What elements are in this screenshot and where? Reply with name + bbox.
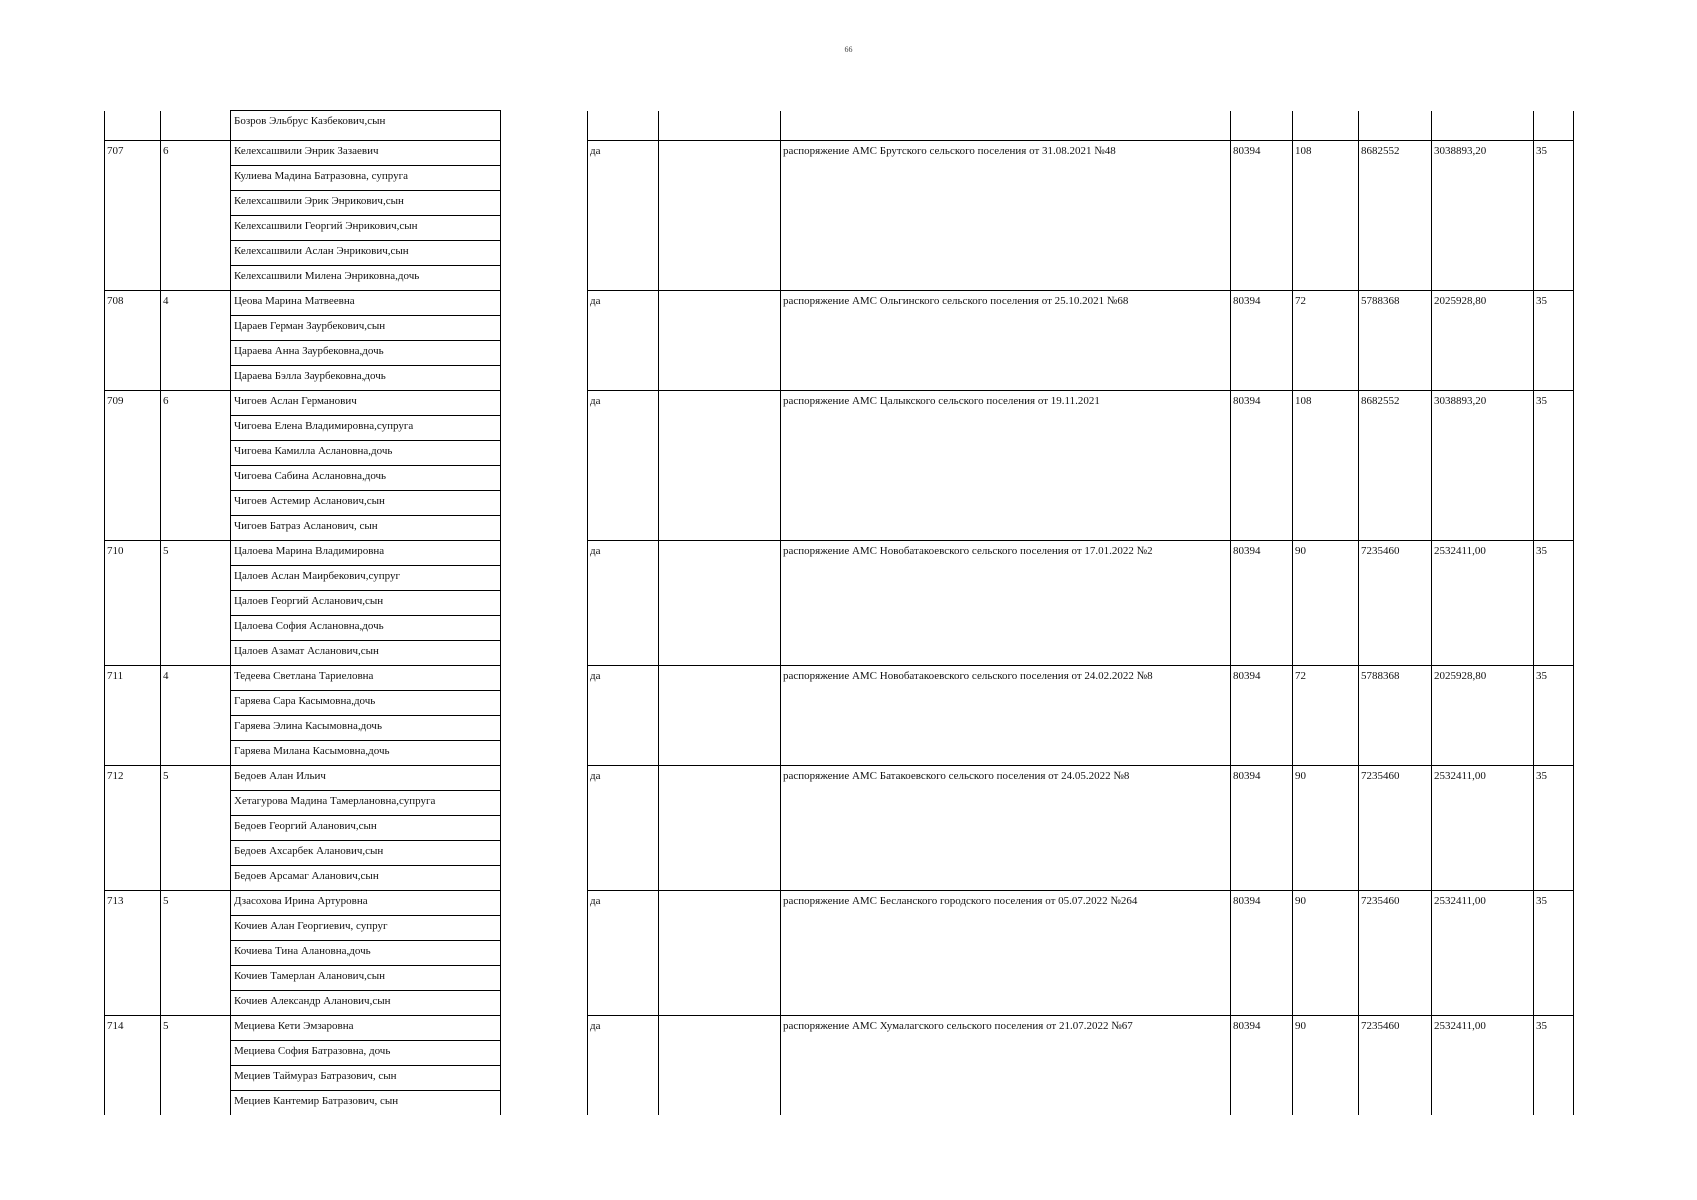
cost-cell: 5788368 [1359, 290, 1432, 390]
empty-cell [659, 140, 781, 290]
cost-cell: 7235460 [1359, 765, 1432, 890]
norm-cell: 80394 [1231, 540, 1293, 665]
norm-cell: 80394 [1231, 1015, 1293, 1115]
registry-table [104, 110, 1574, 1115]
subsidy-cell: 2532411,00 [1432, 1015, 1534, 1115]
family-member-cell: Бедоев Ахсарбек Аланович,сын [231, 840, 501, 865]
subsidy-cell: 2532411,00 [1432, 890, 1534, 1015]
norm-cell: 80394 [1231, 665, 1293, 765]
document-cell: распоряжение АМС Новобатакоевского сельского поселения от 24.02.2022 №8 [781, 665, 1231, 765]
subsidy-cell: 2532411,00 [1432, 765, 1534, 890]
family-member-cell: Бедоев Арсамаг Аланович,сын [231, 865, 501, 890]
consent-cell: да [588, 890, 659, 1015]
family-member-cell: Бозров Эльбрус Казбекович,сын [231, 111, 501, 141]
empty-cell [659, 665, 781, 765]
document-cell: распоряжение АМС Новобатакоевского сельского поселения от 17.01.2022 №2 [781, 540, 1231, 665]
document-cell: распоряжение АМС Бесланского городского поселения от 05.07.2022 №264 [781, 890, 1231, 1015]
table-row [105, 111, 1574, 141]
family-member-cell: Тедеева Светлана Тариеловна [231, 665, 501, 690]
family-size-cell: 6 [161, 140, 231, 290]
percent-cell: 35 [1534, 140, 1574, 290]
document-cell: распоряжение АМС Брутского сельского поселения от 31.08.2021 №48 [781, 140, 1231, 290]
subsidy-cell: 3038893,20 [1432, 390, 1534, 540]
table-row [105, 290, 1574, 315]
percent-cell: 35 [1534, 890, 1574, 1015]
subsidy-cell: 3038893,20 [1432, 140, 1534, 290]
empty-cell [659, 540, 781, 665]
family-member-cell: Цараева Бэлла Заурбековна,дочь [231, 365, 501, 390]
family-size-cell: 5 [161, 540, 231, 665]
percent-cell: 35 [1534, 390, 1574, 540]
family-member-cell: Цалоев Аслан Маирбекович,супруг [231, 565, 501, 590]
family-member-cell: Чигоева Сабина Аслановна,дочь [231, 465, 501, 490]
spacer-cell [501, 290, 588, 390]
document-cell: распоряжение АМС Хумалагского сельского поселения от 21.07.2022 №67 [781, 1015, 1231, 1115]
family-member-cell: Кочиев Алан Георгиевич, супруг [231, 915, 501, 940]
norm-cell [1231, 111, 1293, 141]
document-cell: распоряжение АМС Батакоевского сельского поселения от 24.05.2022 №8 [781, 765, 1231, 890]
cost-cell [1359, 111, 1432, 141]
document-cell: распоряжение АМС Цалыкского сельского поселения от 19.11.2021 [781, 390, 1231, 540]
percent-cell: 35 [1534, 290, 1574, 390]
family-member-cell: Кочиев Тамерлан Аланович,сын [231, 965, 501, 990]
cost-cell: 5788368 [1359, 665, 1432, 765]
family-size-cell: 4 [161, 665, 231, 765]
family-member-cell: Чигоева Камилла Аслановна,дочь [231, 440, 501, 465]
area-cell [1293, 111, 1359, 141]
consent-cell: да [588, 1015, 659, 1115]
table-row [105, 765, 1574, 790]
spacer-cell [501, 140, 588, 290]
record-number-cell: 710 [105, 540, 161, 665]
cost-cell: 8682552 [1359, 390, 1432, 540]
family-member-cell: Мециева София Батразовна, дочь [231, 1040, 501, 1065]
norm-cell: 80394 [1231, 140, 1293, 290]
family-member-cell: Мециев Таймураз Батразович, сын [231, 1065, 501, 1090]
record-number-cell: 707 [105, 140, 161, 290]
family-member-cell: Мециев Кантемир Батразович, сын [231, 1090, 501, 1115]
subsidy-cell: 2025928,80 [1432, 290, 1534, 390]
consent-cell: да [588, 540, 659, 665]
family-member-cell: Бедоев Алан Ильич [231, 765, 501, 790]
spacer-cell [501, 890, 588, 1015]
family-member-cell: Келехсашвили Милена Энриковна,дочь [231, 265, 501, 290]
registry-table-container [104, 110, 1574, 1115]
family-member-cell: Чигоев Батраз Асланович, сын [231, 515, 501, 540]
empty-cell [659, 390, 781, 540]
area-cell: 90 [1293, 765, 1359, 890]
family-member-cell: Цеова Марина Матвеевна [231, 290, 501, 315]
table-row [105, 540, 1574, 565]
table-row [105, 1015, 1574, 1040]
family-member-cell: Чигоев Астемир Асланович,сын [231, 490, 501, 515]
subsidy-cell: 2532411,00 [1432, 540, 1534, 665]
record-number-cell: 708 [105, 290, 161, 390]
consent-cell: да [588, 765, 659, 890]
record-number-cell: 713 [105, 890, 161, 1015]
consent-cell: да [588, 290, 659, 390]
family-member-cell: Келехсашвили Георгий Энрикович,сын [231, 215, 501, 240]
consent-cell: да [588, 665, 659, 765]
family-member-cell: Чигоева Елена Владимировна,супруга [231, 415, 501, 440]
area-cell: 72 [1293, 290, 1359, 390]
family-member-cell: Кочиев Александр Аланович,сын [231, 990, 501, 1015]
percent-cell: 35 [1534, 765, 1574, 890]
family-member-cell: Гаряева Милана Касымовна,дочь [231, 740, 501, 765]
percent-cell [1534, 111, 1574, 141]
family-size-cell: 5 [161, 1015, 231, 1115]
table-row [105, 390, 1574, 415]
family-member-cell: Цараев Герман Заурбекович,сын [231, 315, 501, 340]
cost-cell: 7235460 [1359, 1015, 1432, 1115]
cost-cell: 8682552 [1359, 140, 1432, 290]
table-row [105, 665, 1574, 690]
family-member-cell: Хетагурова Мадина Тамерлановна,супруга [231, 790, 501, 815]
area-cell: 90 [1293, 540, 1359, 665]
area-cell: 108 [1293, 140, 1359, 290]
subsidy-cell [1432, 111, 1534, 141]
empty-cell [659, 1015, 781, 1115]
norm-cell: 80394 [1231, 765, 1293, 890]
family-member-cell: Гаряева Сара Касымовна,дочь [231, 690, 501, 715]
norm-cell: 80394 [1231, 290, 1293, 390]
spacer-cell [501, 540, 588, 665]
family-member-cell: Гаряева Элина Касымовна,дочь [231, 715, 501, 740]
consent-cell: да [588, 390, 659, 540]
family-member-cell: Цалоева София Аслановна,дочь [231, 615, 501, 640]
family-member-cell: Мециева Кети Эмзаровна [231, 1015, 501, 1040]
table-row [105, 890, 1574, 915]
family-size-cell: 5 [161, 765, 231, 890]
area-cell: 72 [1293, 665, 1359, 765]
family-member-cell: Келехсашвили Аслан Энрикович,сын [231, 240, 501, 265]
area-cell: 90 [1293, 890, 1359, 1015]
empty-cell [659, 290, 781, 390]
record-number-cell [105, 111, 161, 141]
spacer-cell [501, 665, 588, 765]
family-size-cell [161, 111, 231, 141]
document-cell: распоряжение АМС Ольгинского сельского поселения от 25.10.2021 №68 [781, 290, 1231, 390]
empty-cell [659, 765, 781, 890]
family-member-cell: Цалоев Георгий Асланович,сын [231, 590, 501, 615]
family-member-cell: Цараева Анна Заурбековна,дочь [231, 340, 501, 365]
empty-cell [659, 111, 781, 141]
family-size-cell: 5 [161, 890, 231, 1015]
consent-cell [588, 111, 659, 141]
spacer-cell [501, 765, 588, 890]
cost-cell: 7235460 [1359, 540, 1432, 665]
family-member-cell: Кулиева Мадина Батразовна, супруга [231, 165, 501, 190]
norm-cell: 80394 [1231, 890, 1293, 1015]
family-member-cell: Келехсашвили Эрик Энрикович,сын [231, 190, 501, 215]
family-size-cell: 6 [161, 390, 231, 540]
family-member-cell: Дзасохова Ирина Артуровна [231, 890, 501, 915]
percent-cell: 35 [1534, 540, 1574, 665]
subsidy-cell: 2025928,80 [1432, 665, 1534, 765]
area-cell: 90 [1293, 1015, 1359, 1115]
family-member-cell: Келехсашвили Энрик Зазаевич [231, 140, 501, 165]
spacer-cell [501, 111, 588, 141]
document-cell [781, 111, 1231, 141]
family-size-cell: 4 [161, 290, 231, 390]
spacer-cell [501, 390, 588, 540]
record-number-cell: 711 [105, 665, 161, 765]
family-member-cell: Чигоев Аслан Германович [231, 390, 501, 415]
family-member-cell: Бедоев Георгий Аланович,сын [231, 815, 501, 840]
family-member-cell: Цалоева Марина Владимировна [231, 540, 501, 565]
registry-body [105, 111, 1574, 1115]
spacer-cell [501, 1015, 588, 1115]
percent-cell: 35 [1534, 1015, 1574, 1115]
record-number-cell: 709 [105, 390, 161, 540]
record-number-cell: 714 [105, 1015, 161, 1115]
family-member-cell: Кочиева Тина Алановна,дочь [231, 940, 501, 965]
empty-cell [659, 890, 781, 1015]
consent-cell: да [588, 140, 659, 290]
percent-cell: 35 [1534, 665, 1574, 765]
table-row [105, 140, 1574, 165]
cost-cell: 7235460 [1359, 890, 1432, 1015]
norm-cell: 80394 [1231, 390, 1293, 540]
record-number-cell: 712 [105, 765, 161, 890]
page-number: 66 [844, 45, 853, 54]
area-cell: 108 [1293, 390, 1359, 540]
family-member-cell: Цалоев Азамат Асланович,сын [231, 640, 501, 665]
